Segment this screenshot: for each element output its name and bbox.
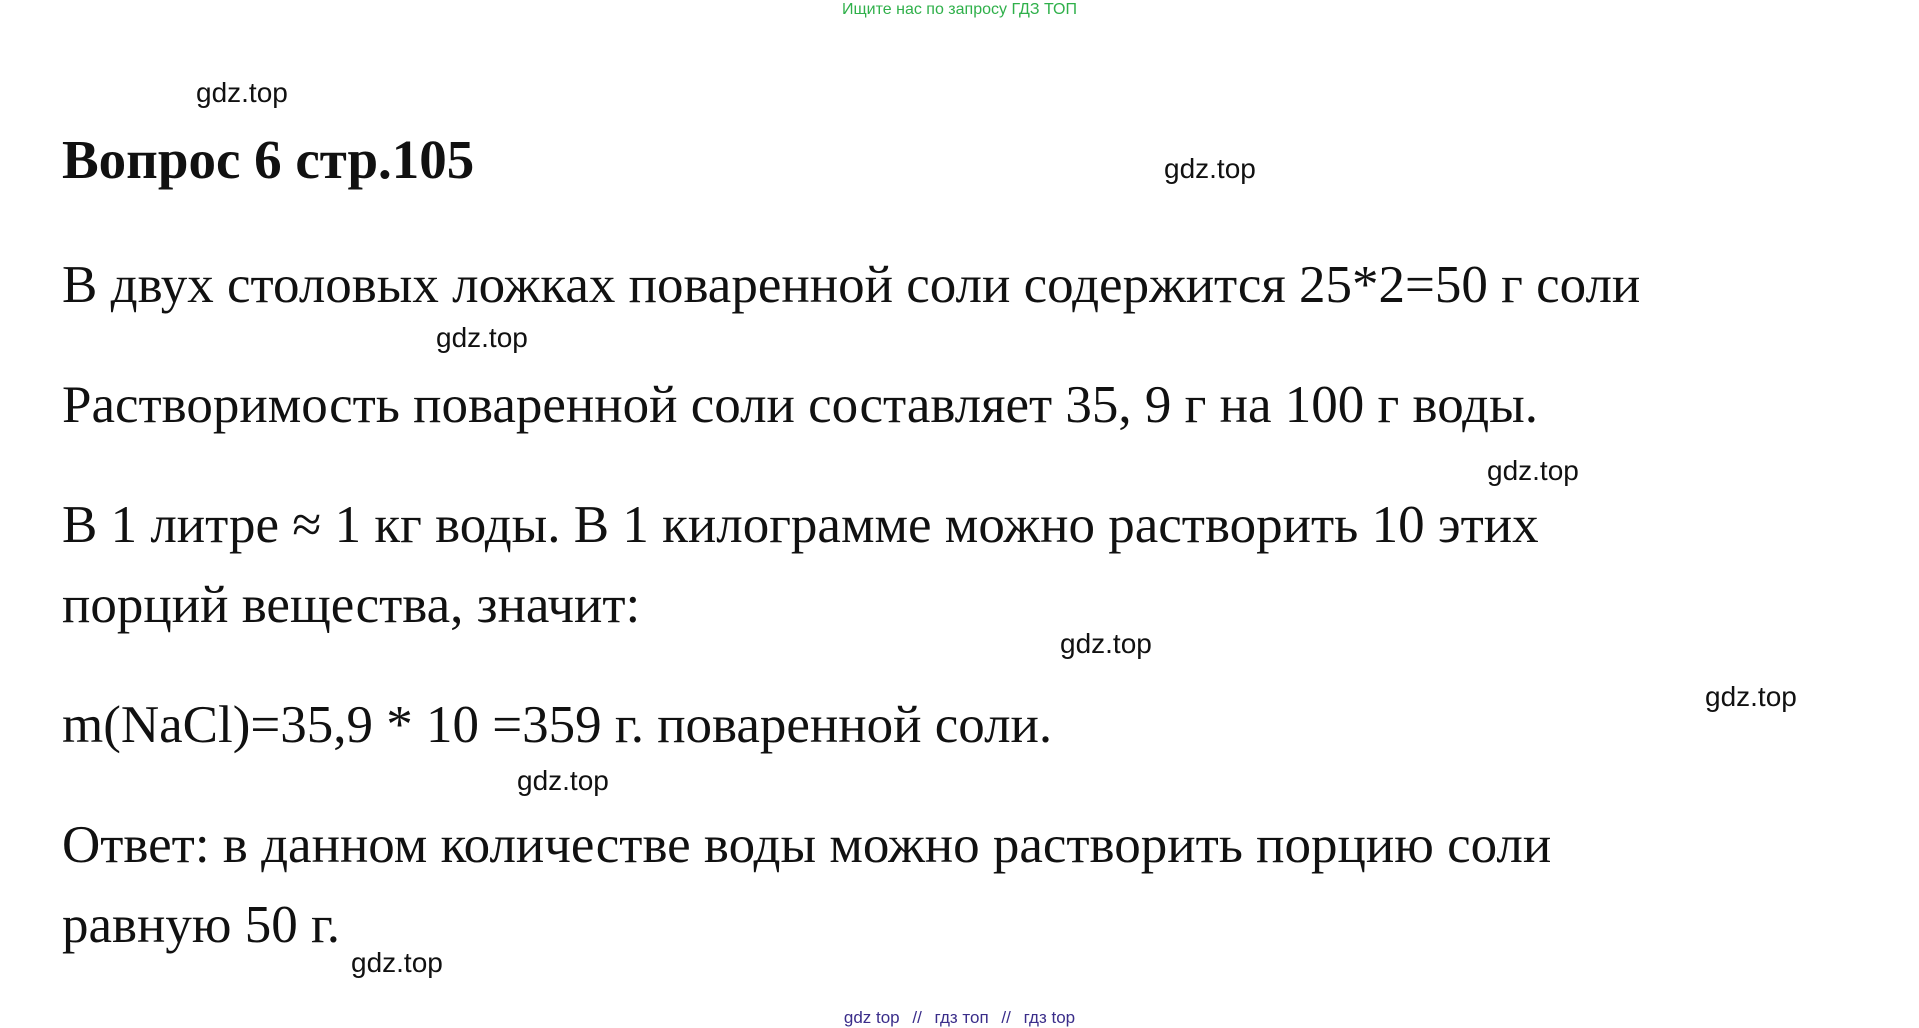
text-line-1: В двух столовых ложках поваренной соли содержится 25*2=50 г соли xyxy=(62,256,1641,314)
text-line-2: Растворимость поваренной соли составляет 35, 9 г на 100 г воды. xyxy=(62,376,1539,434)
text-line-5: m(NaCl)=35,9 * 10 =359 г. поваренной соли. xyxy=(62,696,1053,754)
text-line-6: Ответ: в данном количестве воды можно растворить порцию соли xyxy=(62,816,1552,874)
page-title: Вопрос 6 стр.105 xyxy=(62,129,475,190)
footer-separator-2: // xyxy=(1001,1008,1011,1027)
watermark-5: gdz.top xyxy=(1060,628,1152,659)
text-line-3: В 1 литре ≈ 1 кг воды. В 1 килограмме можно растворить 10 этих xyxy=(62,496,1539,554)
watermark-7: gdz.top xyxy=(517,765,609,796)
footer-link-2[interactable]: гдз топ xyxy=(934,1008,989,1027)
watermark-6: gdz.top xyxy=(1705,681,1797,712)
text-line-7: равную 50 г. xyxy=(62,896,341,954)
watermark-2: gdz.top xyxy=(1164,153,1256,184)
watermark-1: gdz.top xyxy=(196,77,288,108)
watermark-8: gdz.top xyxy=(351,947,443,978)
watermark-4: gdz.top xyxy=(1487,455,1579,486)
footer-links xyxy=(0,1008,1919,1028)
text-line-4: порций вещества, значит: xyxy=(62,576,641,634)
footer-link-3[interactable]: гдз top xyxy=(1023,1008,1076,1027)
top-banner[interactable]: Ищите нас по запросу ГДЗ ТОП xyxy=(842,1,1077,18)
footer-separator-1: // xyxy=(912,1008,922,1027)
footer-link-1[interactable]: gdz top xyxy=(843,1008,900,1027)
watermark-3: gdz.top xyxy=(436,322,528,353)
